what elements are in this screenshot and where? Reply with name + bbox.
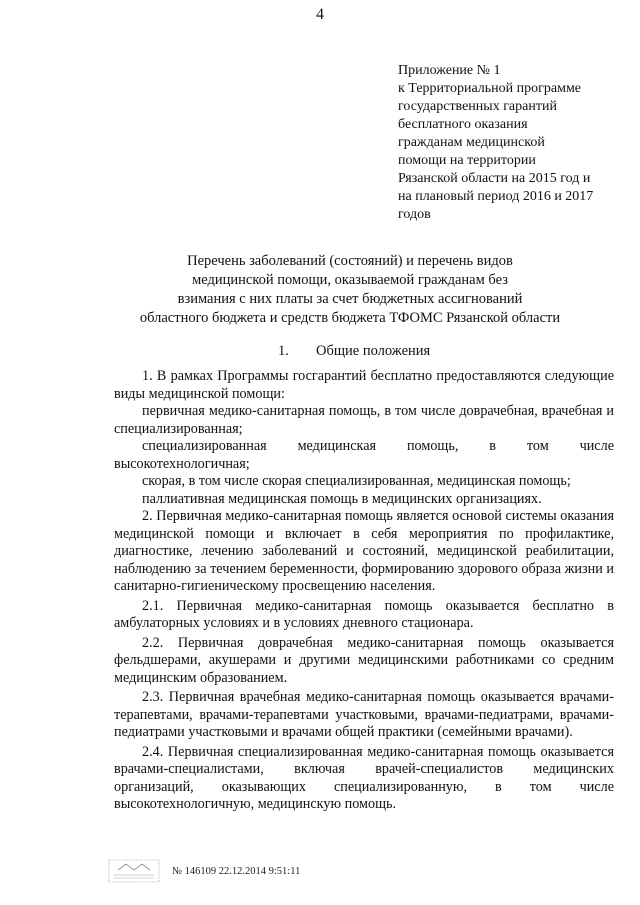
body-text: [114, 368, 614, 814]
document-stamp-icon: [108, 858, 160, 884]
title-line: Перечень заболеваний (состояний) и перечень видов: [187, 253, 513, 269]
footer-registration: № 146109 22.12.2014 9:51:11: [172, 865, 301, 877]
page-number: 4: [316, 6, 324, 23]
paragraph-1c: скорая, в том числе скорая специализированная, медицинская помощь;: [142, 473, 571, 489]
document-title: [60, 252, 640, 328]
section-title: Общие положения: [316, 343, 431, 359]
paragraph-2-1: 2.1. Первичная медико-санитарная помощь оказывается бесплатно в амбулаторных условиях и в условиях дневного стационара.: [114, 597, 614, 631]
paragraph-2-4: 2.4. Первичная специализированная медико-санитарная помощь оказывается врачами-специалистами, включая врачей-специалистов медицинских организаций, оказывающих специализированную, в том числе высокотехнологичную, медицинскую помощь.: [114, 743, 614, 812]
paragraph-1a: первичная медико-санитарная помощь, в том числе доврачебная, врачебная и специализированная;: [114, 403, 614, 437]
appendix-line: на плановый период 2016 и 2017: [398, 189, 594, 204]
paragraph-1: 1. В рамках Программы госгарантий бесплатно предоставляются следующие виды медицинской помощи:: [114, 368, 614, 402]
appendix-line: годов: [398, 207, 431, 222]
appendix-line: Приложение № 1: [398, 63, 501, 78]
appendix-header: [398, 62, 634, 224]
section-number: 1.: [278, 343, 289, 359]
appendix-line: гражданам медицинской: [398, 135, 545, 150]
appendix-line: к Территориальной программе: [398, 81, 582, 96]
appendix-line: бесплатного оказания: [398, 117, 528, 132]
section-heading: [278, 343, 430, 360]
title-line: взимания с них платы за счет бюджетных ассигнований: [177, 291, 523, 307]
paragraph-2: 2. Первичная медико-санитарная помощь является основой системы оказания медицинской помощи и включает в себя мероприятия по профилактике, диагностике, лечению заболеваний и состояний, медицинской реабилитации, наблюдению за течением беременности, формированию здорового образа жизни и санитарно-гигиеническому просвещению населения.: [114, 508, 614, 594]
appendix-line: государственных гарантий: [398, 99, 557, 114]
appendix-line: помощи на территории: [398, 153, 536, 168]
document-footer: [108, 858, 300, 884]
title-line: медицинской помощи, оказываемой гражданам без: [192, 272, 508, 288]
appendix-line: Рязанской области на 2015 год и: [398, 171, 591, 186]
paragraph-1d: паллиативная медицинская помощь в медицинских организациях.: [142, 490, 542, 507]
paragraph-1b: специализированная медицинская помощь, в том числе высокотехнологичная;: [114, 438, 614, 472]
paragraph-2-3: 2.3. Первичная врачебная медико-санитарная помощь оказывается врачами-терапевтами, врачами-терапевтами участковыми, врачами-педиатрами, врачами-педиатрами участковыми и врачами общей практики (семейными врачами).: [114, 689, 614, 740]
title-line: областного бюджета и средств бюджета ТФОМС Рязанской области: [139, 310, 561, 326]
paragraph-2-2: 2.2. Первичная доврачебная медико-санитарная помощь оказывается фельдшерами, акушерами и другими медицинскими работниками со средним медицинским образованием.: [114, 634, 614, 686]
